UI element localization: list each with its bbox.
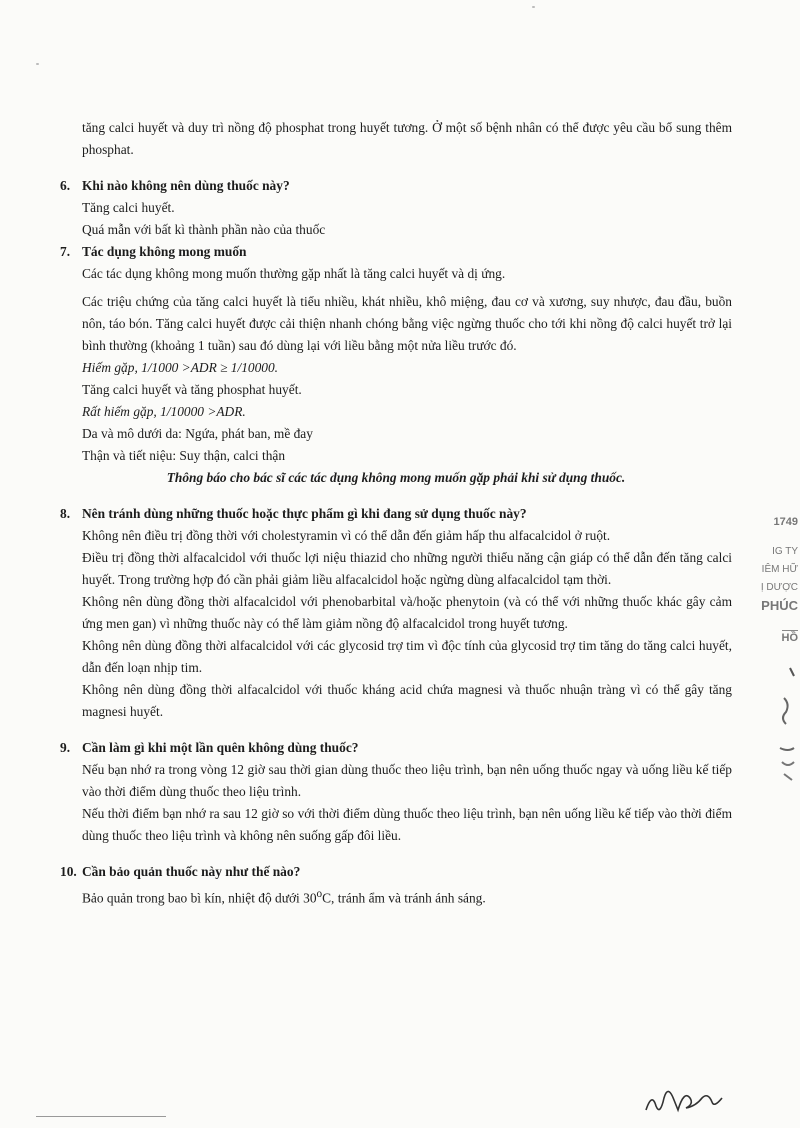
- very-rare-effect: Da và mô dưới da: Ngứa, phát ban, mề đay: [82, 426, 313, 441]
- section-7-heading: [60, 241, 732, 263]
- scan-speck: [36, 63, 39, 65]
- stamp-text: PHÚC: [761, 598, 798, 613]
- stamp-text: HỒ: [781, 632, 798, 644]
- interaction-paragraph: Không nên điều trị đồng thời với cholestyramin vì có thể dẫn đến giảm hấp thu alfacalcidol ở ruột.: [82, 528, 611, 543]
- section-8-heading: [60, 503, 732, 525]
- section-title: Cần làm gì khi một lần quên không dùng thuốc?: [82, 740, 359, 755]
- side-effects-summary: Các tác dụng không mong muốn thường gặp nhất là tăng calci huyết và dị ứng.: [82, 266, 506, 281]
- section-number: 7.: [60, 244, 71, 259]
- scan-speck: [532, 6, 535, 8]
- stamp-text: Ị DƯỢC: [760, 582, 798, 593]
- stamp-text: IÊM HỮ: [761, 564, 798, 575]
- contraindication-line: Quá mẫn với bất kì thành phần nào của thuốc: [82, 222, 326, 237]
- storage-text: Bảo quản trong bao bì kín, nhiệt độ dưới 30: [82, 890, 317, 906]
- very-rare-effect: Thận và tiết niệu: Suy thận, calci thận: [82, 448, 286, 463]
- stamp-emblem-icon: [770, 658, 800, 808]
- section-title: Nên tránh dùng những thuốc hoặc thực phẩm gì khi đang sử dụng thuốc này?: [82, 506, 527, 521]
- interaction-paragraph: Không nên dùng đồng thời alfacalcidol với thuốc kháng acid chứa magnesi và thuốc nhuận tràng vì có thể gây tăng magnesi huyết.: [82, 682, 732, 719]
- section-10-heading: [60, 861, 732, 883]
- hypercalcemia-paragraph: Các triệu chứng của tăng calci huyết là tiểu nhiều, khát nhiều, khô miệng, đau cơ và xương, suy nhược, đau đầu, buồn nôn, táo bón. Tăng calci huyết được cải thiện nhanh chóng bằng việc ngừng thuốc cho tới khi nồng độ calci huyết trở lại bình thường (khoảng 1 tuần) sau đó dùng lại với liều bằng một nửa liều trước đó.: [82, 294, 732, 353]
- very-rare-frequency-label: Rất hiếm gặp, 1/10000 >ADR.: [82, 404, 246, 419]
- section-number: 10.: [60, 864, 77, 879]
- doctor-notice: Thông báo cho bác sĩ các tác dụng không mong muốn gặp phải khi sử dụng thuốc.: [166, 470, 626, 485]
- section-title: Tác dụng không mong muốn: [82, 244, 247, 259]
- storage-text-end: C, tránh ẩm và tránh ánh sáng.: [322, 890, 486, 906]
- contraindication-line: Tăng calci huyết.: [82, 200, 175, 215]
- interaction-paragraph: Không nên dùng đồng thời alfacalcidol với các glycosid trợ tim vì độc tính của glycosid trợ tim tăng do tăng calci huyết, dẫn đến loạn nhịp tim.: [82, 638, 732, 675]
- section-9-heading: [60, 737, 732, 759]
- interaction-paragraph: Điều trị đồng thời alfacalcidol với thuốc lợi niệu thiazid cho những người thiểu năng cận giáp có thể dẫn đến tăng calci huyết. Trong trường hợp đó cần phải giảm liều alfacalcidol hoặc ngừng dùng alfacalcidol tạm thời.: [82, 550, 732, 587]
- section-number: 6.: [60, 178, 71, 193]
- stamp-text: IG TY: [772, 546, 798, 557]
- rare-effects: Tăng calci huyết và tăng phosphat huyết.: [82, 382, 302, 397]
- leaflet-content: [60, 117, 732, 909]
- storage-instructions: [60, 883, 732, 909]
- intro-paragraph: tăng calci huyết và duy trì nồng độ phosphat trong huyết tương. Ở một số bệnh nhân có thể được yêu cầu bổ sung thêm phosphat.: [82, 120, 732, 157]
- section-number: 8.: [60, 506, 71, 521]
- interaction-paragraph: Không nên dùng đồng thời alfacalcidol với phenobarbital và/hoặc phenytoin (và có thể với những thuốc khác gây cảm ứng men gan) vì những thuốc này có thể làm giảm nồng độ alfacalcidol trong huyết tương.: [82, 594, 732, 631]
- missed-dose-paragraph: Nếu bạn nhớ ra trong vòng 12 giờ sau thời gian dùng thuốc theo liệu trình, bạn nên uống thuốc ngay và uống liều kế tiếp vào thời điểm dùng thuốc theo liệu trình.: [82, 762, 732, 799]
- scan-edge-line: [36, 1116, 166, 1117]
- rare-frequency-label: Hiếm gặp, 1/1000 >ADR ≥ 1/10000.: [82, 360, 279, 375]
- section-title: Khi nào không nên dùng thuốc này?: [82, 178, 290, 193]
- stamp-text: 1749: [773, 516, 798, 528]
- section-number: 9.: [60, 740, 71, 755]
- missed-dose-paragraph: Nếu thời điểm bạn nhớ ra sau 12 giờ so với thời điểm dùng thuốc theo liệu trình, bạn nên uống liều kế tiếp vào thời điểm dùng thuốc theo liệu trình và không nên suống gấp đôi liều.: [82, 806, 732, 843]
- partial-company-stamp: [760, 508, 800, 808]
- signature-icon: [642, 1082, 732, 1118]
- degree-mark: o: [316, 888, 323, 900]
- section-6-heading: [60, 175, 732, 197]
- section-title: Cần bảo quản thuốc này như thế nào?: [82, 864, 301, 879]
